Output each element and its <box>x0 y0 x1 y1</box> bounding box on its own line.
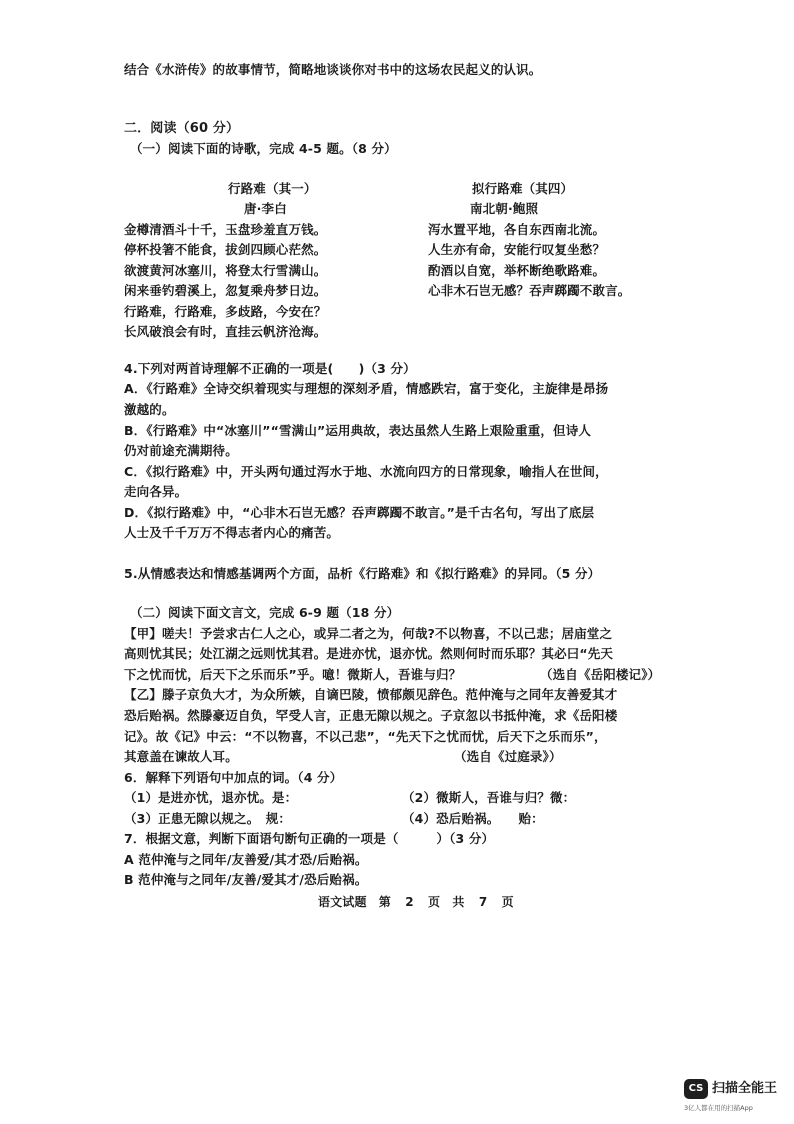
q6-item-1: （1）是进亦忧，退亦忧。是： <box>124 790 298 805</box>
passage-yi-line: 【乙】滕子京负大才，为众所嫉，自谪巴陵，愤郁颇见辞色。范仲淹与之同年友善爱其才 <box>124 687 618 702</box>
passage-yi-line: 恐后贻祸。然滕豪迈自负，罕受人言，正患无隙以规之。子京忽以书抵仲淹，求《岳阳楼 <box>124 708 618 723</box>
passage-jia-line: 下之忧而忧，后天下之乐而乐”乎。噫！微斯人，吾谁与归？ <box>124 667 462 682</box>
poem1-line: 行路难，行路难，多歧路，今安在？ <box>124 304 327 319</box>
camscanner-name: 扫描全能王 <box>712 1081 778 1096</box>
part1-instruction: （一）阅读下面的诗歌，完成 4-5 题。（8 分） <box>130 141 397 156</box>
passage-jia-source: （选自《岳阳楼记》） <box>540 667 661 682</box>
poem1-line: 停杯投箸不能食，拔剑四顾心茫然。 <box>124 242 327 257</box>
q6-item-3: （3）正患无隙以规之。 规： <box>124 811 292 826</box>
q4-stem: 4.下列对两首诗理解不正确的一项是( )（3 分） <box>124 361 416 376</box>
q4-option-b-cont: 仍对前途充满期待。 <box>124 443 238 458</box>
q4-option-d: D．《拟行路难》中，“心非木石岂无感？吞声踯躅不敢言。”是千古名句，写出了底层 <box>124 505 595 520</box>
poem1-line: 欲渡黄河冰塞川，将登太行雪满山。 <box>124 263 327 278</box>
passage-jia-line: 高则忧其民；处江湖之远则忧其君。是进亦忧，退亦忧。然则何时而乐耶？其必曰“先天 <box>124 646 614 661</box>
q4-option-d-cont: 人士及千千万万不得志者内心的痛苦。 <box>124 525 340 540</box>
q4-option-b: B．《行路难》中“冰塞川”“雪满山”运用典故，表达虽然人生路上艰险重重，但诗人 <box>124 423 591 438</box>
passage-jia-line: 【甲】嗟夫！予尝求古仁人之心，或异二者之为，何哉?不以物喜，不以己悲；居庙堂之 <box>124 626 613 641</box>
poem2-title: 拟行路难（其四） <box>472 181 574 196</box>
intro-question: 结合《水浒传》的故事情节，简略地谈谈你对书中的这场农民起义的认识。 <box>124 62 542 77</box>
poem1-line: 闲来垂钓碧溪上，忽复乘舟梦日边。 <box>124 283 327 298</box>
poem1-title: 行路难（其一） <box>228 181 317 196</box>
page-footer: 语文试题 第 2 页 共 7 页 <box>318 895 514 909</box>
q7-option-b: B 范仲淹与之同年/友善/爱其才/恐后贻祸。 <box>124 872 368 887</box>
poem2-line: 酌酒以自宽，举杯断绝歌路难。 <box>428 263 606 278</box>
part2-instruction: （二）阅读下面文言文，完成 6-9 题（18 分） <box>130 605 400 620</box>
passage-yi-source: （选自《过庭录》） <box>454 749 562 764</box>
q5-stem: 5.从情感表达和情感基调两个方面，品析《行路难》和《拟行路难》的异同。（5 分） <box>124 566 601 581</box>
passage-yi-line: 记》。故《记》中云：“不以物喜，不以己悲”，“先天下之忧而忧，后天下之乐而乐”， <box>124 729 607 744</box>
q4-option-a-cont: 激越的。 <box>124 402 175 417</box>
poem2-line: 心非木石岂无感？吞声踯躅不敢言。 <box>428 283 631 298</box>
poem2-author: 南北朝·鲍照 <box>470 201 539 216</box>
q7-stem: 7．根据文意，判断下面语句断句正确的一项是（ ）（3 分） <box>124 831 495 846</box>
q7-option-a: A 范仲淹与之同年/友善爱/其才恐/后贻祸。 <box>124 852 368 867</box>
q4-option-c-cont: 走向各异。 <box>124 484 188 499</box>
q6-stem: 6．解释下列语句中加点的词。（4 分） <box>124 770 343 785</box>
poem1-author: 唐·李白 <box>244 201 287 216</box>
poem2-line: 泻水置平地，各自东西南北流。 <box>428 222 606 237</box>
q6-item-4: （4）恐后贻祸。 贻： <box>402 811 544 826</box>
q4-option-c: C．《拟行路难》中，开头两句通过泻水于地、水流向四方的日常现象，喻指人在世间， <box>124 464 608 479</box>
poem1-line: 长风破浪会有时，直挂云帆济沧海。 <box>124 324 327 339</box>
section2-title: 二．阅读（60 分） <box>124 121 240 136</box>
q4-option-a: A．《行路难》全诗交织着现实与理想的深刻矛盾，情感跌宕，富于变化，主旋律是昂扬 <box>124 381 609 396</box>
poem2-line: 人生亦有命，安能行叹复坐愁？ <box>428 242 606 257</box>
q6-item-2: （2）微斯人，吾谁与归？微： <box>402 790 576 805</box>
passage-yi-line: 其意盖在谏故人耳。 <box>124 749 238 764</box>
camscanner-tagline: 3亿人都在用的扫描App <box>684 1104 753 1112</box>
camscanner-logo-icon: CS <box>684 1079 708 1099</box>
poem1-line: 金樽清酒斗十千，玉盘珍羞直万钱。 <box>124 222 327 237</box>
